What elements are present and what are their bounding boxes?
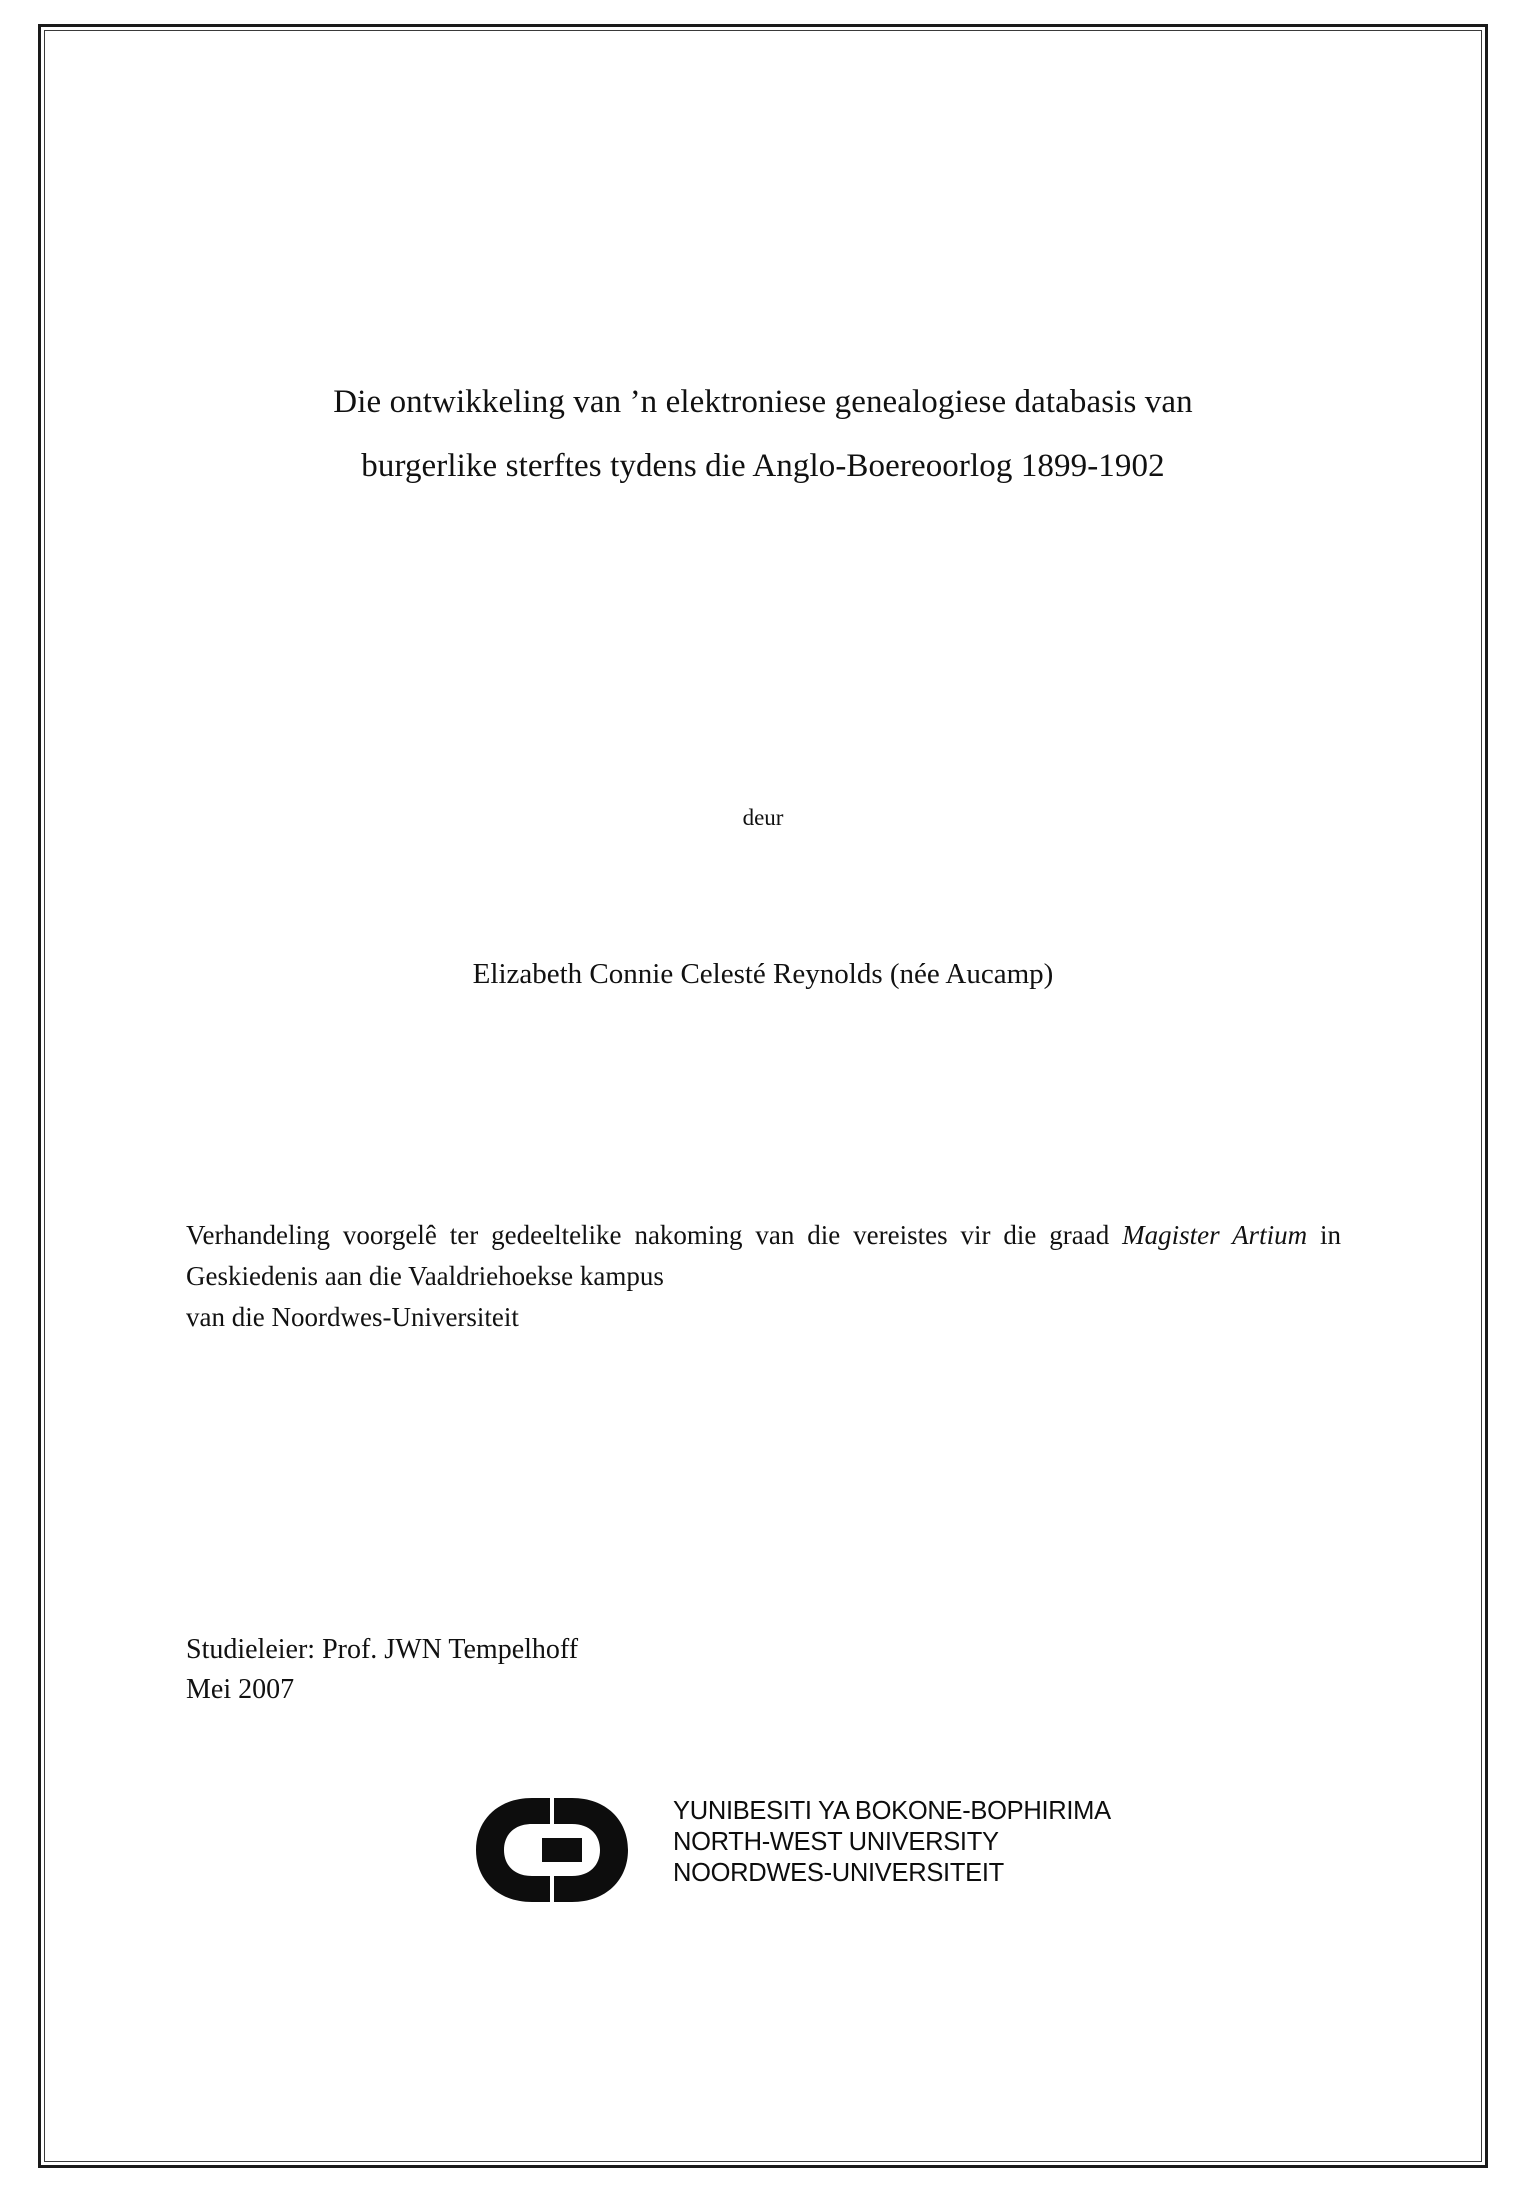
by-label: deur	[742, 805, 784, 830]
degree-statement-part1: Verhandeling voorgelê ter gedeeltelike nakoming van die vereistes vir die graad	[186, 1220, 1123, 1250]
author-name: Elizabeth Connie Celesté Reynolds (née Aucamp)	[472, 958, 1054, 990]
university-logo	[468, 1790, 1188, 1920]
degree-statement	[186, 1215, 1341, 1338]
degree-name-italic: Magister Artium	[1122, 1220, 1308, 1250]
title-line-1: Die ontwikkeling van ’n elektroniese genealogiese databasis van	[333, 384, 1193, 420]
degree-statement-part3: van die Noordwes-Universiteit	[186, 1302, 519, 1333]
title-line-2: burgerlike sterftes tydens die Anglo-Boereoorlog 1899-1902	[361, 448, 1165, 485]
supervisor-line: Studieleier: Prof. JWN Tempelhoff	[186, 1634, 579, 1665]
logo-text-line-1: YUNIBESITI YA BOKONE-BOPHIRIMA	[673, 1797, 1111, 1825]
date-line: Mei 2007	[186, 1673, 295, 1705]
page-title	[178, 370, 1348, 499]
logo-text-line-3: NOORDWES-UNIVERSITEIT	[673, 1859, 1004, 1888]
degree-statement-part2: in Geskiedenis aan die Vaaldriehoekse kampus	[186, 1220, 1341, 1292]
logo-text-line-2: NORTH-WEST UNIVERSITY	[673, 1828, 999, 1857]
nwu-logo-icon	[468, 1790, 668, 1910]
supervisor-block	[186, 1630, 986, 1710]
title-page-content	[178, 0, 1348, 2206]
university-logo-text	[673, 1796, 1111, 1889]
